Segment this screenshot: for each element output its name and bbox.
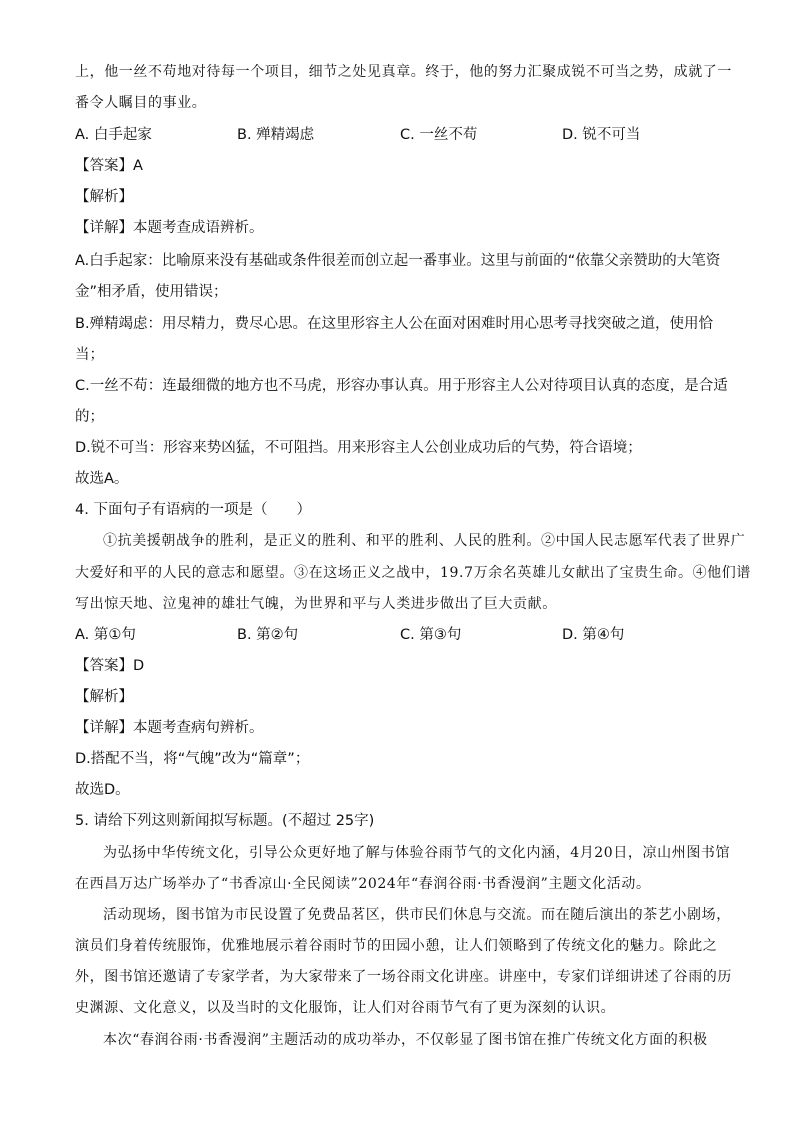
detail-line: 【详解】本题考查成语辨析。: [75, 220, 264, 236]
question-4-passage-line: 大爱好和平的人民的意志和愿望。③在这场正义之战中，19.7万余名英雄儿女献出了宝贵生命。④他们谱: [75, 565, 751, 581]
detail-line: D.锐不可当：形容来势凶猛，不可阻挡。用来形容主人公创业成功后的气势，符合语境；: [75, 440, 642, 456]
question-4-passage-line: ①抗美援朝战争的胜利，是正义的胜利、和平的胜利、人民的胜利。②中国人民志愿军代表了世界广: [103, 533, 746, 549]
answer-label: 【答案】D: [75, 658, 145, 674]
news-passage-line: 本次“春润谷雨·书香漫润”主题活动的成功举办，不仅彰显了图书馆在推广传统文化方面的积极: [103, 1032, 708, 1048]
option-d: D. 第④句: [562, 627, 625, 643]
detail-line: D.搭配不当，将“气魄”改为“篇章”；: [75, 751, 310, 767]
answer-label: 【答案】A: [75, 158, 143, 174]
news-passage-line: 史渊源、文化意义，以及当时的文化服饰，让人们对谷雨节气有了更为深刻的认识。: [75, 1000, 616, 1016]
detail-line: B.殚精竭虑：用尽精力，费尽心思。在这里形容主人公在面对困难时用心思考寻找突破之道，使用恰: [75, 316, 714, 332]
option-c: C. 第③句: [400, 627, 462, 643]
option-a: A. 白手起家: [75, 127, 152, 143]
question-4-passage-line: 写出惊天地、泣鬼神的雄壮气魄，为世界和平与人类进步做出了巨大贡献。: [75, 596, 557, 612]
detail-line: 故选D。: [75, 782, 130, 798]
detail-line: 故选A。: [75, 471, 129, 487]
option-a: A. 第①句: [75, 627, 136, 643]
question-4-stem: 4. 下面句子有语病的一项是（ ）: [75, 502, 311, 518]
detail-line: 当；: [75, 347, 104, 363]
option-c: C. 一丝不苟: [400, 127, 478, 143]
news-passage-line: 外，图书馆还邀请了专家学者，为大家带来了一场谷雨文化讲座。讲座中，专家们详细讲述了谷雨的历: [75, 969, 732, 985]
question-3-text-line-1: 上，他一丝不苟地对待每一个项目，细节之处见真章。终于，他的努力汇聚成锐不可当之势，成就了一: [75, 64, 732, 80]
option-b: B. 第②句: [237, 627, 299, 643]
detail-line: 的；: [75, 409, 104, 425]
analysis-label: 【解析】: [75, 689, 133, 705]
detail-line: C.一丝不苟：连最细微的地方也不马虎，形容办事认真。用于形容主人公对待项目认真的态度，是合适: [75, 378, 728, 394]
analysis-label: 【解析】: [75, 189, 133, 205]
question-3-text-line-2: 番令人瞩目的事业。: [75, 95, 207, 111]
detail-line: 金”相矛盾，使用错误；: [75, 284, 228, 300]
news-passage-line: 活动现场，图书馆为市民设置了免费品茗区，供市民们休息与交流。而在随后演出的茶艺小剧场，: [103, 907, 731, 923]
news-passage-line: 在西昌万达广场举办了“书香凉山·全民阅读”2024年“春润谷雨·书香漫润”主题文化活动。: [75, 876, 651, 892]
question-5-stem: 5. 请给下列这则新闻拟写标题。(不超过 25字): [75, 813, 375, 829]
detail-line: A.白手起家：比喻原来没有基础或条件很差而创立起一番事业。这里与前面的“依靠父亲赞助的大笔资: [75, 253, 721, 269]
detail-line: 【详解】本题考查病句辨析。: [75, 720, 264, 736]
news-passage-line: 演员们身着传统服饰，优雅地展示着谷雨时节的田园小憩，让人们领略到了传统文化的魅力。除此之: [75, 938, 718, 954]
option-b: B. 殚精竭虑: [237, 127, 315, 143]
option-d: D. 锐不可当: [562, 127, 641, 143]
news-passage-line: 为弘扬中华传统文化，引导公众更好地了解与体验谷雨节气的文化内涵，4月20日，凉山州图书馆: [103, 845, 731, 861]
